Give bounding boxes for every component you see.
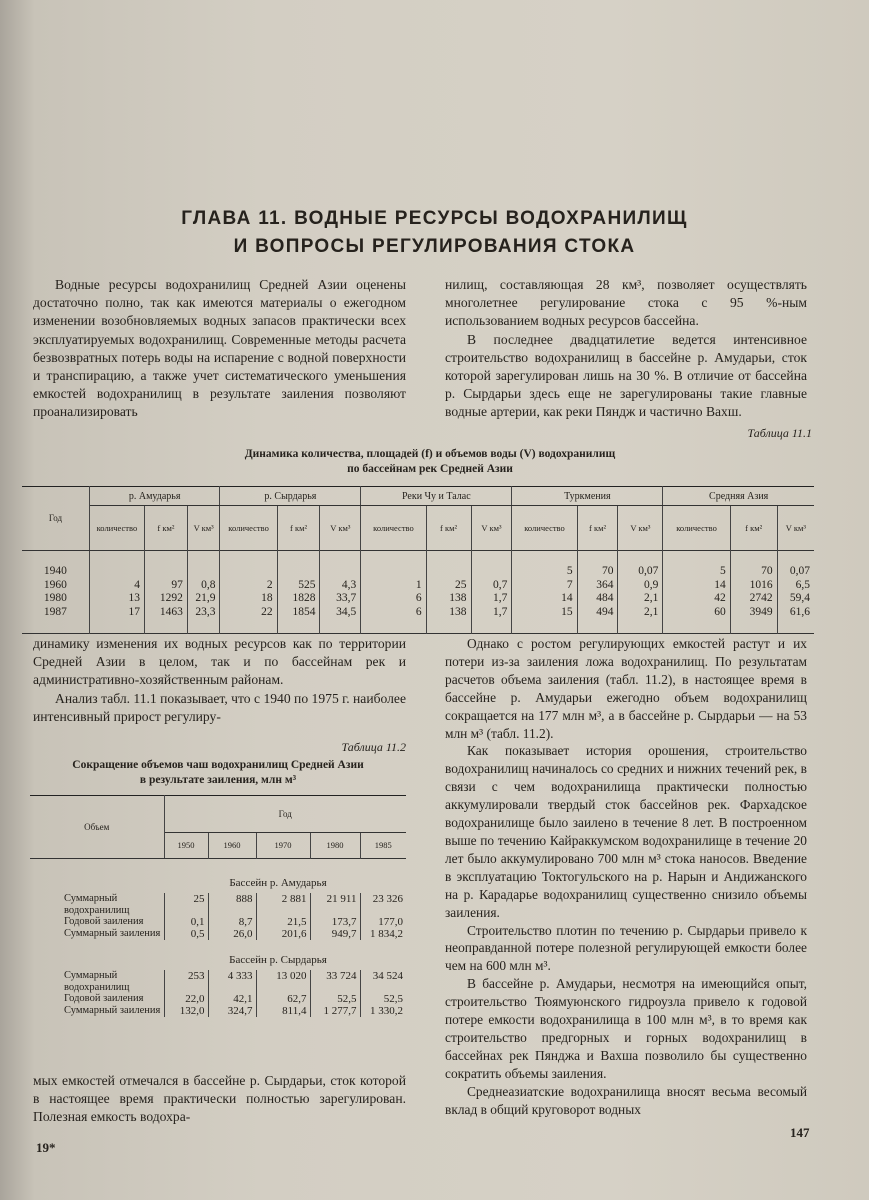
value-cell: 949,7 [310,928,360,940]
value-cell: 484 [577,592,618,606]
value-cell [187,565,220,579]
chapter-title-line-2: И ВОПРОСЫ РЕГУЛИРОВАНИЯ СТОКА [233,236,636,257]
year-cell: 1980 [22,592,89,606]
table-row [30,993,406,1005]
value-cell: 177,0 [378,916,403,928]
value-cell: 34 524 [372,970,403,982]
value-cell [426,565,471,579]
value-cell: 23 326 [372,893,403,905]
value-cell: 4 333 [208,970,256,993]
row-label: Годовой заиления [30,993,164,1005]
sub-header-f: f км² [577,506,618,551]
value-cell: 42,1 [208,993,256,1005]
value-cell: 13 [89,592,144,606]
table-1 [22,486,814,634]
value-cell: 1463 [144,606,187,620]
value-cell: 14 [663,579,730,593]
value-cell: 0,5 [164,928,208,940]
value-cell: 61,6 [789,605,810,618]
table-2 [30,795,406,1017]
mid-left-column [33,635,406,726]
value-cell: 33,7 [320,592,361,606]
paragraph: Среднеазиатские водохранилища вносят весьма весомый вклад в общий круговорот водных [445,1083,807,1117]
paragraph: В последнее двадцатилетие ведется интенсивное строительство водохранилищ в бассейне р. Амударьи, сток которой зарегулирован лишь на 30 %. В отличие от бассейна р. Сырдарьи здесь еще не зарегулированы такие главные водные артерии, как реки Пяндж и частично Вахш. [445,331,807,420]
value-cell: 1,7 [471,606,512,620]
volume-header: Объем [30,796,164,859]
paragraph: Водные ресурсы водохранилищ Средней Азии оценены достаточно полно, так как имеются материалы о ежегодном изменении возобновляемых водных запасов практически всех эксплуатируемых водохранилищ. Современные методы расчета безвозвратных потерь воды на испарение с водной поверхности и транспирацию, а также учет систематического уменьшения емкостей водохранилищ в результате заиления позволяют проанализировать [33,277,406,420]
value-cell: 26,0 [208,928,256,940]
sub-header-count: количество [663,506,730,551]
value-cell: 132,0 [164,1005,208,1017]
table-2-caption [30,758,406,788]
value-cell: 18 [220,592,277,606]
year-header: Год [22,487,89,551]
value-cell: 52,5 [383,993,403,1005]
value-cell: 52,5 [310,993,360,1005]
table-1-caption [80,447,780,477]
table-1-label: Таблица 11.1 [747,426,812,440]
paragraph: Однако с ростом регулирующих емкостей растут и их потери из-за заиления ложа водохранилищ. По результатам расчетов объема заиления (табл. 11.2), в настоящее время в бассейне р. Амударьи ежегодно объем водохранилищ сокращается на 177 млн м³, а в бассейне р. Сырдарьи — на 53 млн м³ (табл. 11.2). [445,636,807,741]
group-header: р. Амударья [89,487,220,506]
sub-header-count: количество [512,506,577,551]
value-cell: 364 [577,579,618,593]
table-2-body [30,859,406,1018]
value-cell: 5 [512,565,577,579]
value-cell: 3949 [730,606,777,620]
table-1-body [22,551,814,634]
table-row [30,893,406,916]
value-cell: 34,5 [320,606,361,620]
sub-header-v: V км³ [320,506,361,551]
table-row [30,970,406,993]
paragraph: Анализ табл. 11.1 показывает, что с 1940 по 1975 г. наиболее интенсивный прирост регулиру- [33,690,406,724]
sub-header-f: f км² [426,506,471,551]
value-cell: 22 [220,606,277,620]
value-cell: 6 [361,606,426,620]
value-cell [320,565,361,579]
row-label: Суммарный водохранилищ [30,893,164,916]
basin-heading: Бассейн р. Амударья [229,877,327,889]
sub-header-v: V км³ [618,506,663,551]
value-cell: 2,1 [618,606,663,620]
value-cell: 5 [663,565,730,579]
group-header: Туркмения [512,487,663,506]
year-column-header: 1970 [256,833,310,859]
value-cell: 62,7 [256,993,310,1005]
value-cell: 324,7 [208,1005,256,1017]
value-cell: 21,9 [187,592,220,606]
table-2-label: Таблица 11.2 [341,740,406,754]
value-cell: 6,5 [795,578,810,591]
value-cell: 525 [277,579,320,593]
value-cell: 21,5 [256,916,310,928]
table-2-caption-line-2: в результате заиления, млн м³ [139,774,297,786]
basin-heading: Бассейн р. Сырдарья [229,954,327,966]
sub-header-f: f км² [730,506,777,551]
row-label: Суммарный водохранилищ [30,970,164,993]
year-column-header: 1980 [310,833,360,859]
chapter-title-line-1: ГЛАВА 11. ВОДНЫЕ РЕСУРСЫ ВОДОХРАНИЛИЩ [181,208,688,229]
paragraph: динамику изменения их водных ресурсов как по территории Средней Азии в целом, так и по бассейнам рек и административно-хозяйственным районам. [33,636,406,688]
sub-header-f: f км² [277,506,320,551]
table-1-caption-line-1: Динамика количества, площадей (f) и объемов воды (V) водохранилищ [244,448,616,460]
value-cell: 0,1 [164,916,208,928]
value-cell: 59,4 [789,592,810,605]
group-header: Реки Чу и Талас [361,487,512,506]
table-row [30,1005,406,1017]
value-cell: 888 [208,893,256,916]
value-cell: 7 [512,579,577,593]
value-cell: 1016 [730,579,777,593]
value-cell [361,565,426,579]
value-cell: 1854 [277,606,320,620]
sub-header-count: количество [361,506,426,551]
paragraph: мых емкостей отмечался в бассейне р. Сырдарьи, сток которой в настоящее время практически полностью зарегулирован. Полезная емкость водохра- [33,1073,406,1125]
value-cell: 0,07 [789,565,810,578]
table-row [22,579,814,593]
value-cell: 2 [220,579,277,593]
sub-header-v: V км³ [187,506,220,551]
value-cell: 13 020 [256,970,310,993]
row-label: Годовой заиления [30,916,164,928]
value-cell: 253 [164,970,208,993]
value-cell: 0,9 [618,579,663,593]
value-cell: 811,4 [256,1005,310,1017]
value-cell: 1828 [277,592,320,606]
value-cell: 8,7 [208,916,256,928]
value-cell: 0,7 [471,579,512,593]
year-cell: 1987 [22,606,89,620]
paragraph: В бассейне р. Амударьи, несмотря на имеющийся опыт, строительство Тюямуюнского гидроузла привело к годовой потере емкости водохранилища в 100 млн м³, в то время как строительство предгорных и горных водохранилищ в бассейнах рек Пянджа и Вахша позволило бы существенно сократить объемы заиления. [445,976,807,1081]
row-label: Суммарный заиления [30,1005,164,1017]
value-cell: 15 [512,606,577,620]
value-cell: 1 834,2 [370,928,403,940]
value-cell [277,565,320,579]
table-row [22,606,814,620]
table-row [30,916,406,928]
year-column-header: 1960 [208,833,256,859]
table-1-caption-line-2: по бассейнам рек Средней Азии [347,463,513,475]
bottom-right-column [445,635,807,1118]
value-cell [144,565,187,579]
paragraph: нилищ, составляющая 28 км³, позволяет осуществлять многолетнее регулирование стока с 95 %-ным использованием водных ресурсов бассейна. [445,277,807,329]
value-cell: 42 [663,592,730,606]
table-row [22,565,814,579]
value-cell: 0,07 [618,565,663,579]
value-cell: 6 [361,592,426,606]
group-header: Средняя Азия [663,487,814,506]
value-cell: 173,7 [310,916,360,928]
top-right-column [445,276,807,422]
sub-header-count: количество [89,506,144,551]
paragraph: Строительство плотин по течению р. Сырдарьи привело к неоправданной потере полезной регулирующей емкости более чем на 600 млн м³. [445,922,807,974]
value-cell: 2 881 [256,893,310,916]
value-cell: 138 [426,606,471,620]
row-label: Суммарный заиления [30,928,164,940]
value-cell: 70 [730,565,777,579]
table-row [30,928,406,940]
value-cell: 494 [577,606,618,620]
value-cell [471,565,512,579]
value-cell [89,565,144,579]
value-cell: 70 [577,565,618,579]
year-column-header: 1950 [164,833,208,859]
value-cell: 4,3 [320,579,361,593]
sub-header-f: f км² [144,506,187,551]
sub-header-v: V км³ [785,523,806,533]
value-cell: 25 [426,579,471,593]
value-cell: 1292 [144,592,187,606]
chapter-title [0,205,869,261]
value-cell: 60 [663,606,730,620]
value-cell: 22,0 [164,993,208,1005]
bottom-left-column [33,1072,406,1127]
page-number: 147 [790,1125,810,1140]
value-cell: 23,3 [187,606,220,620]
value-cell: 2742 [730,592,777,606]
value-cell: 21 911 [310,893,360,916]
value-cell: 1,7 [471,592,512,606]
value-cell: 201,6 [256,928,310,940]
value-cell: 14 [512,592,577,606]
value-cell: 1 330,2 [370,1005,403,1017]
year-cell: 1960 [22,579,89,593]
value-cell: 0,8 [187,579,220,593]
year-cell: 1940 [22,565,89,579]
sub-header-count: количество [220,506,277,551]
value-cell: 25 [164,893,208,916]
sub-header-v: V км³ [471,506,512,551]
signature-mark: 19* [36,1140,56,1155]
top-left-column [33,276,406,422]
value-cell [220,565,277,579]
year-column-header: 1985 [374,840,392,851]
value-cell: 138 [426,592,471,606]
value-cell: 97 [144,579,187,593]
value-cell: 17 [89,606,144,620]
table-2-caption-line-1: Сокращение объемов чаш водохранилищ Средней Азии [72,759,364,771]
value-cell: 33 724 [310,970,360,993]
table-row [22,592,814,606]
value-cell: 4 [89,579,144,593]
year-header: Год [164,796,406,833]
value-cell: 2,1 [618,592,663,606]
value-cell: 1 277,7 [310,1005,360,1017]
group-header: р. Сырдарья [220,487,361,506]
value-cell: 1 [361,579,426,593]
paragraph: Как показывает история орошения, строительство водохранилищ начиналось со средних и нижних течений рек, в связи с чем водохранилища практически полностью аккумулировали твердый сток бассейнов рек. Фархадское водохранилище было заилено в течение 8 лет. В построенном выше по течению Кайраккумском водохранилище в течение 20 лет было аккумулировано 700 млн м³ стока наносов. Введение в эксплуатацию Токтогульского на р. Нарын и Андижанского на р. Карадарье водохранилищ существенно снизило объемы заиления. [445,743,807,920]
